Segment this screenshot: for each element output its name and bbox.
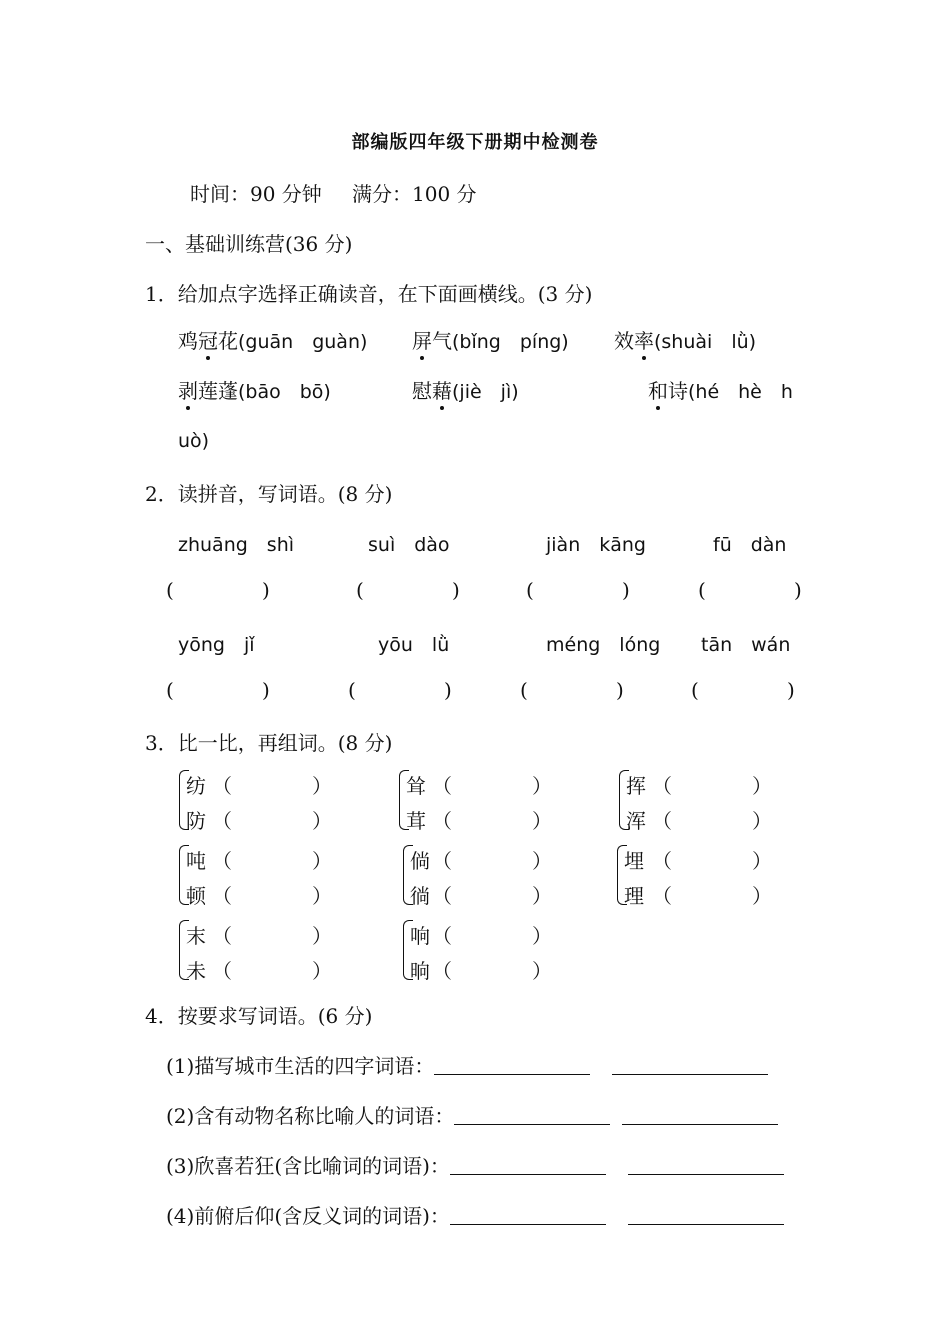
q3-char: 挥 (626, 774, 646, 798)
q3-char: 响 (410, 924, 430, 948)
answer-paren-close: ) (262, 678, 270, 702)
answer-paren-open: （ (212, 884, 232, 908)
answer-paren-close: ） (532, 959, 552, 983)
answer-paren-close: ） (312, 924, 332, 948)
answer-paren-close: ) (452, 578, 460, 602)
answer-paren-close: ) (262, 578, 270, 602)
q4-item (166, 1100, 778, 1129)
answer-paren-close: ) (444, 678, 452, 702)
q1-pinyin-options: (shuài lǜ) (654, 331, 757, 353)
page-title: 部编版四年级下册期中检测卷 (351, 132, 599, 153)
q3-char: 纺 (186, 774, 206, 798)
q1-dotted-char: 剥 (178, 375, 198, 404)
answer-paren-open: ( (166, 678, 174, 702)
answer-paren-open: ( (691, 678, 699, 702)
answer-paren-open: （ (652, 774, 672, 798)
answer-blank[interactable] (628, 1206, 784, 1225)
answer-blank[interactable] (628, 1156, 784, 1175)
q3-char: 吨 (186, 849, 206, 873)
q4-item (166, 1150, 784, 1179)
q1-pinyin-wrap: uò) (178, 430, 210, 452)
answer-paren-open: （ (212, 924, 232, 948)
answer-paren-close: ） (312, 774, 332, 798)
answer-paren-open: ( (348, 678, 356, 702)
q1-dotted-char: 冠 (198, 325, 218, 354)
q1-dotted-char: 率 (634, 325, 654, 354)
q1-item (412, 375, 519, 404)
q1-word-post: 花 (218, 329, 238, 353)
section-heading: 一、基础训练营(36 分) (145, 232, 353, 256)
answer-paren-close: ） (752, 849, 772, 873)
q3-char: 末 (186, 924, 206, 948)
answer-paren-close: ） (312, 959, 332, 983)
answer-paren-open: （ (432, 809, 452, 833)
q1-word-post: 莲蓬 (198, 379, 238, 403)
answer-paren-close: ) (616, 678, 624, 702)
q1-pinyin-options: (hé hè h (688, 381, 793, 403)
q1-item (178, 325, 367, 354)
q2-pinyin: fū dàn (713, 534, 787, 556)
q3-char: 浑 (626, 809, 646, 833)
answer-paren-close: ） (752, 884, 772, 908)
q3-char: 徜 (410, 884, 430, 908)
q2-pinyin: méng lóng (546, 634, 661, 656)
answer-paren-open: （ (432, 849, 452, 873)
q1-word-post: 诗 (668, 379, 688, 403)
answer-paren-open: （ (432, 924, 452, 948)
full-score: 满分：100 分 (352, 182, 477, 206)
answer-paren-open: （ (652, 849, 672, 873)
q4-item (166, 1200, 784, 1229)
answer-paren-open: （ (212, 774, 232, 798)
q1-pinyin-options: (guān guàn) (238, 331, 368, 353)
answer-blank[interactable] (450, 1206, 606, 1225)
answer-paren-open: ( (526, 578, 534, 602)
q1-item (614, 325, 756, 354)
answer-blank[interactable] (450, 1156, 606, 1175)
answer-paren-open: （ (652, 809, 672, 833)
answer-paren-close: ) (622, 578, 630, 602)
answer-paren-close: ） (752, 774, 772, 798)
q3-char: 耸 (406, 774, 426, 798)
q1-dotted-char: 和 (648, 375, 668, 404)
q1-pinyin-options: (bǐng píng) (452, 331, 569, 353)
answer-paren-close: ） (532, 849, 552, 873)
answer-paren-close: ) (794, 578, 802, 602)
q1-dotted-char: 屏 (412, 325, 432, 354)
answer-blank[interactable] (622, 1106, 778, 1125)
answer-blank[interactable] (434, 1056, 590, 1075)
answer-paren-close: ） (532, 884, 552, 908)
answer-paren-close: ） (532, 809, 552, 833)
q3-char: 顿 (186, 884, 206, 908)
q4-prompt: (3)欣喜若狂(含比喻词的词语)： (166, 1154, 450, 1178)
answer-paren-open: ( (166, 578, 174, 602)
q2-pinyin: jiàn kāng (546, 534, 646, 556)
q3-char: 倘 (410, 849, 430, 873)
answer-paren-open: （ (432, 774, 452, 798)
q1-item (412, 325, 569, 354)
q3-char: 埋 (624, 849, 644, 873)
q2-pinyin: zhuāng shì (178, 534, 295, 556)
answer-paren-close: ) (787, 678, 795, 702)
answer-paren-open: （ (652, 884, 672, 908)
time-limit: 时间：90 分钟 (190, 182, 322, 206)
answer-paren-open: （ (212, 959, 232, 983)
answer-blank[interactable] (612, 1056, 768, 1075)
q4-prompt: (2)含有动物名称比喻人的词语： (166, 1104, 455, 1128)
answer-paren-open: ( (698, 578, 706, 602)
answer-paren-open: （ (212, 849, 232, 873)
q2-pinyin: yōu lǜ (378, 634, 450, 656)
q3-char: 茸 (406, 809, 426, 833)
answer-paren-close: ） (532, 924, 552, 948)
q4-prompt: (4)前俯后仰(含反义词的词语)： (166, 1204, 450, 1228)
q1-pinyin-options: (jiè jì) (452, 381, 519, 403)
q1-word-post: 气 (432, 329, 452, 353)
answer-paren-open: ( (520, 678, 528, 702)
answer-paren-open: （ (212, 809, 232, 833)
q1-word-pre: 鸡 (178, 329, 198, 353)
q1-item (178, 375, 331, 404)
question-4-title: 4．按要求写词语。(6 分) (145, 1004, 373, 1028)
answer-paren-close: ） (532, 774, 552, 798)
q3-char: 晌 (410, 959, 430, 983)
question-1-title: 1．给加点字选择正确读音，在下面画横线。(3 分) (145, 282, 593, 306)
answer-paren-close: ） (312, 849, 332, 873)
q2-pinyin: yōng jǐ (178, 634, 255, 656)
q3-char: 未 (186, 959, 206, 983)
question-2-title: 2．读拼音，写词语。(8 分) (145, 482, 393, 506)
answer-blank[interactable] (454, 1106, 610, 1125)
answer-paren-close: ） (312, 809, 332, 833)
answer-paren-open: （ (432, 884, 452, 908)
q1-pinyin-options: (bāo bō) (238, 381, 331, 403)
answer-paren-open: （ (432, 959, 452, 983)
q1-dotted-char: 藉 (432, 375, 452, 404)
q4-item (166, 1050, 768, 1079)
q3-char: 理 (624, 884, 644, 908)
q1-word-pre: 效 (614, 329, 634, 353)
answer-paren-open: ( (356, 578, 364, 602)
q4-prompt: (1)描写城市生活的四字词语： (166, 1054, 435, 1078)
answer-paren-close: ） (752, 809, 772, 833)
q1-item (648, 375, 793, 404)
q2-pinyin: tān wán (701, 634, 791, 656)
question-3-title: 3．比一比，再组词。(8 分) (145, 731, 393, 755)
q3-char: 防 (186, 809, 206, 833)
answer-paren-close: ） (312, 884, 332, 908)
q1-word-pre: 慰 (412, 379, 432, 403)
q2-pinyin: suì dào (368, 534, 450, 556)
